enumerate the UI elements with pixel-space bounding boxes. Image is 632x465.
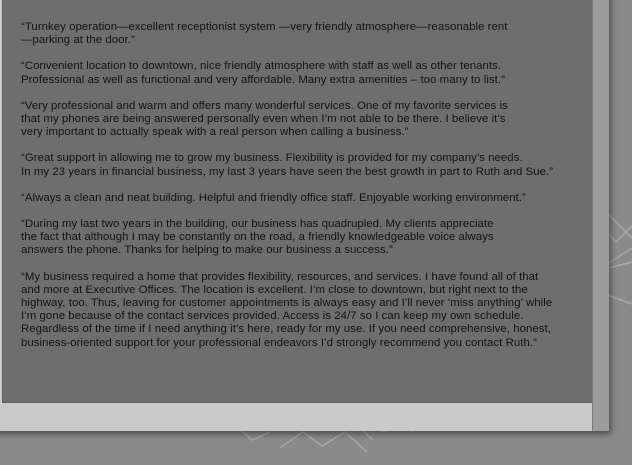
testimonial-quote: “During my last two years in the building, our business has quadrupled. My clients appreciate the fact that although I may be constantly on the road, a friendly knowledgeable voice always answers the phone. Thanks for helping to make our business a success.” <box>21 218 494 257</box>
testimonial-quote: “Great support in allowing me to grow my business. Flexibility is provided for my company’s needs. In my 23 years in financial business, my last 3 years have seen the best growth in part to Ruth and Sue.” <box>21 152 554 178</box>
testimonial-quote: “Always a clean and neat building. Helpful and friendly office staff. Enjoyable working environment.” <box>21 191 526 204</box>
testimonial-quote: “Convenient location to downtown, nice friendly atmosphere with staff as well as other tenants. Professional as well as functional and very affordable. Many extra amenities – too many to list.” <box>21 60 505 86</box>
testimonials-list <box>21 21 591 363</box>
testimonial-quote: “Turnkey operation—excellent receptionist system —very friendly atmosphere—reasonable rent —parking at the door.” <box>21 21 508 47</box>
testimonial-quote: “Very professional and warm and offers many wonderful services. One of my favorite services is that my phones are being answered personally even when I’m not able to be there. I believe it’s very important to actually speak with a real person when calling a business.” <box>21 99 508 139</box>
testimonial-quote: “My business required a home that provides flexibility, resources, and services. I have found all of that and more at Executive Offices. The location is excellent. I’m close to downtown, but right next to the highway, too. Thus, leaving for customer appointments is always easy and I’ll never ‘miss anything’ while I’m gone because of the contact services provided. Access is 24/7 so I can keep my own schedule. Regardless of the time if I need anything it’s here, ready for my use. If you need comprehensive, honest, business-oriented support for your professional endeavors I’d strongly recommend you contact Ruth.” <box>21 270 553 349</box>
testimonials-panel <box>2 0 598 403</box>
window-right-edge <box>592 0 609 431</box>
